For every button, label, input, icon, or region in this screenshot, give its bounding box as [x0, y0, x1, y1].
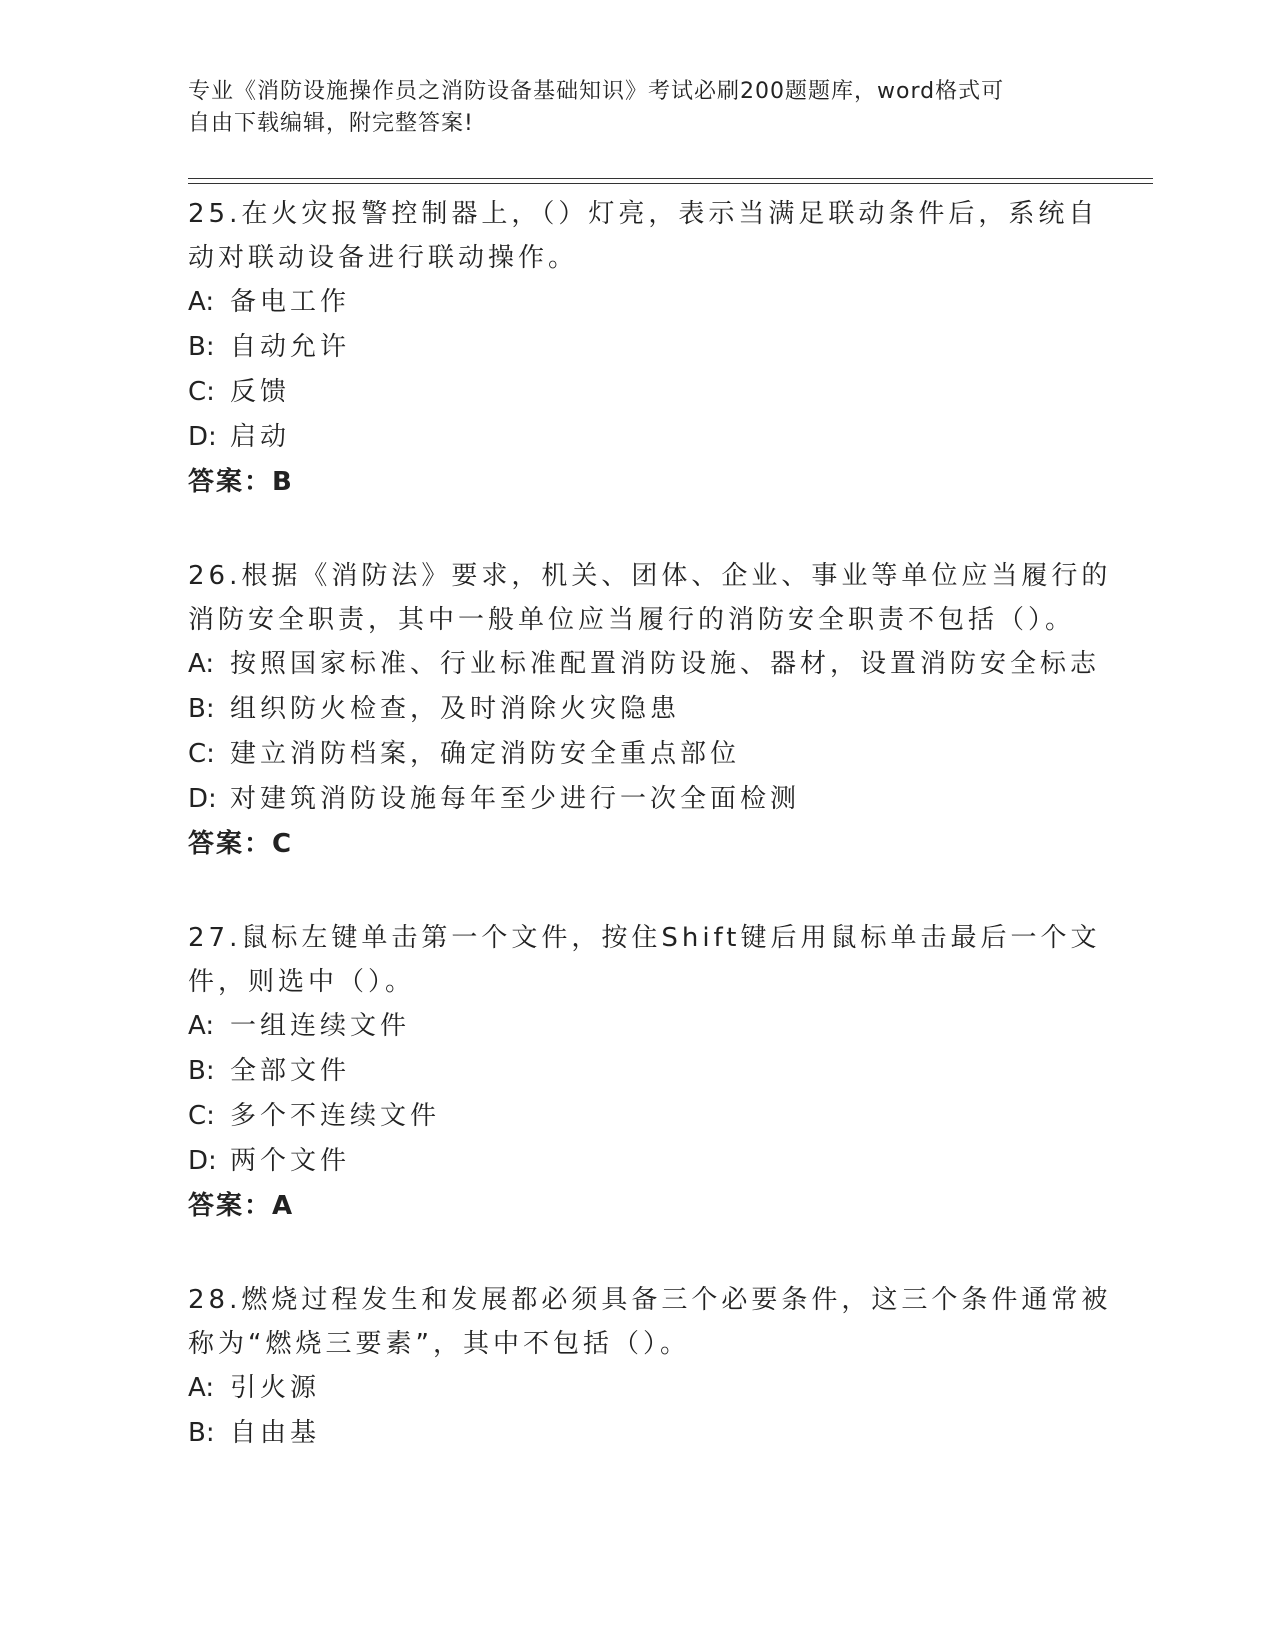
answer-option — [188, 1366, 1088, 1411]
answer-option — [188, 1094, 1088, 1139]
answer-option — [188, 1411, 1088, 1456]
option-text: 多个不连续文件 — [230, 1101, 441, 1131]
option-label: A: — [188, 1373, 215, 1403]
option-text: 建立消防档案，确定消防安全重点部位 — [230, 739, 741, 769]
question-stem-line: 28.燃烧过程发生和发展都必须具备三个必要条件，这三个条件通常被 — [188, 1285, 1112, 1315]
option-label: D: — [188, 1146, 217, 1176]
question-stem — [188, 554, 1112, 642]
answer-option — [188, 325, 1088, 370]
option-label: B: — [188, 1056, 215, 1086]
option-label: B: — [188, 694, 215, 724]
question-list — [188, 192, 1112, 1506]
answer-option — [188, 1049, 1088, 1094]
question-stem-line: 称为“燃烧三要素”，其中不包括（）。 — [188, 1329, 690, 1359]
answer-option — [188, 1004, 1088, 1049]
question-stem-line: 26.根据《消防法》要求，机关、团体、企业、事业等单位应当履行的 — [188, 561, 1112, 591]
option-label: D: — [188, 784, 217, 814]
option-text: 反馈 — [230, 377, 291, 407]
option-text: 自由基 — [230, 1418, 321, 1448]
question-block — [188, 554, 1112, 866]
answer-option — [188, 1139, 1088, 1184]
question-stem-line: 消防安全职责，其中一般单位应当履行的消防安全职责不包括（）。 — [188, 605, 1076, 635]
question-stem-line: 25.在火灾报警控制器上，（）灯亮，表示当满足联动条件后，系统自 — [188, 199, 1099, 229]
header-divider — [188, 178, 1153, 179]
option-text: 两个文件 — [230, 1146, 351, 1176]
answer-option — [188, 687, 1088, 732]
option-text: 引火源 — [230, 1373, 321, 1403]
option-label: B: — [188, 1418, 215, 1448]
option-label: A: — [188, 649, 215, 679]
answer-option — [188, 732, 1088, 777]
option-label: C: — [188, 1101, 215, 1131]
option-label: D: — [188, 422, 217, 452]
option-label: A: — [188, 1011, 215, 1041]
question-stem — [188, 1278, 1112, 1366]
answer-key: 答案：C — [188, 829, 294, 859]
header-line: 专业《消防设施操作员之消防设备基础知识》考试必刷200题题库，word格式可 — [188, 79, 1005, 104]
answer-key: 答案：B — [188, 467, 294, 497]
question-stem — [188, 192, 1099, 280]
question-stem — [188, 916, 1101, 1004]
question-stem-line: 件，则选中（）。 — [188, 967, 416, 997]
option-text: 按照国家标准、行业标准配置消防设施、器材，设置消防安全标志 — [230, 649, 1101, 679]
option-text: 全部文件 — [230, 1056, 351, 1086]
question-block — [188, 1278, 1112, 1456]
answer-option — [188, 642, 1101, 687]
option-text: 自动允许 — [230, 332, 351, 362]
option-text: 一组连续文件 — [230, 1011, 411, 1041]
question-stem-line: 27.鼠标左键单击第一个文件，按住Shift键后用鼠标单击最后一个文 — [188, 923, 1101, 953]
option-label: B: — [188, 332, 215, 362]
question-block — [188, 916, 1101, 1228]
answer-option — [188, 370, 1088, 415]
answer-option — [188, 280, 1088, 325]
option-text: 启动 — [230, 422, 291, 452]
answer-option — [188, 415, 1088, 460]
answer-option — [188, 777, 1088, 822]
option-text: 对建筑消防设施每年至少进行一次全面检测 — [230, 784, 801, 814]
option-text: 备电工作 — [230, 287, 351, 317]
option-label: A: — [188, 287, 215, 317]
header-line: 自由下载编辑，附完整答案! — [188, 111, 474, 136]
document-header — [188, 76, 1068, 140]
option-label: C: — [188, 739, 215, 769]
question-stem-line: 动对联动设备进行联动操作。 — [188, 243, 579, 273]
question-block — [188, 192, 1099, 504]
header-divider — [188, 183, 1153, 184]
option-label: C: — [188, 377, 215, 407]
answer-key: 答案：A — [188, 1191, 295, 1221]
option-text: 组织防火检查，及时消除火灾隐患 — [230, 694, 681, 724]
